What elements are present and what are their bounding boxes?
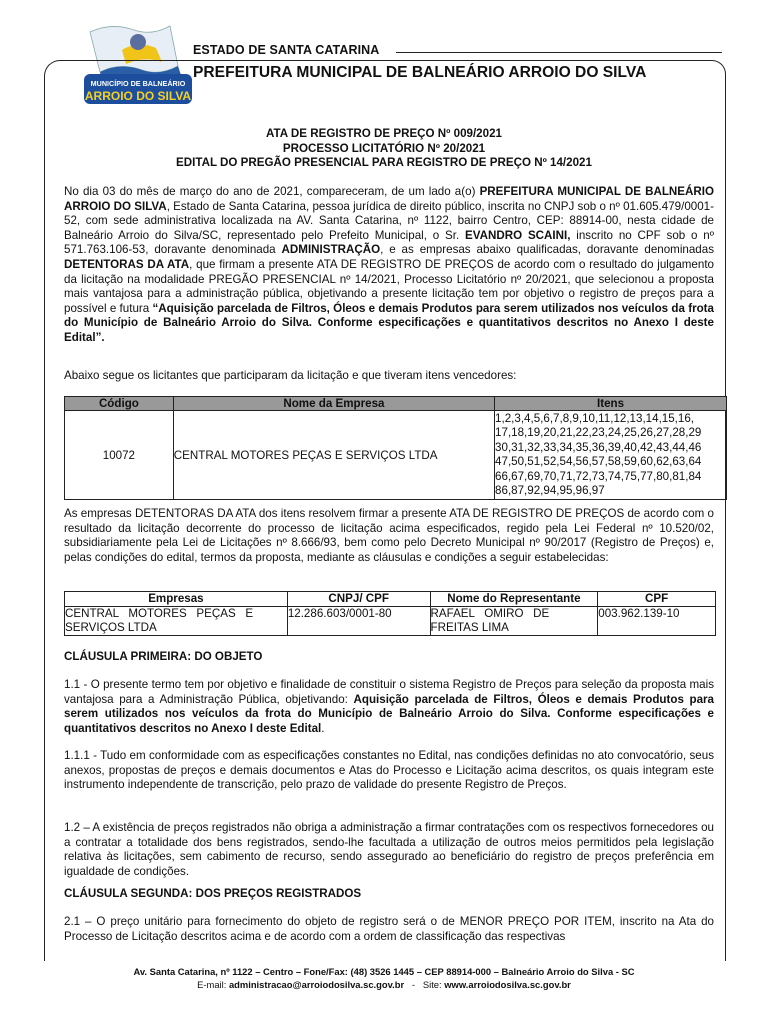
p11-text: 1.1 - O presente termo tem por objetivo e finalidade de constituir o sistema Registro de Preços para seleção da proposta mais vantajosa para a Administração Pública, objetivando: bbox=[64, 678, 714, 706]
itens-line: 1,2,3,4,5,6,7,8,9,10,11,12,13,14,15,16, bbox=[495, 412, 695, 425]
intro-text: inscrito no CPF sob o nº 571.763.106-53, doravante denominada bbox=[64, 228, 714, 257]
cell-codigo: 10072 bbox=[65, 411, 174, 500]
header-title: PREFEITURA MUNICIPAL DE BALNEÁRIO ARROIO DO SILVA bbox=[193, 64, 650, 82]
intro-object: “Aquisição parcelada de Filtros, Óleos e demais Produtos para serem utilizados nos veículos da frota do Município de Balneário Arroio do Silva. Conforme especificações e quantitativos descritos no Anexo I deste Edital”. bbox=[64, 301, 714, 344]
intro-mayor: EVANDRO SCAINI, bbox=[465, 228, 571, 242]
document-titles bbox=[44, 127, 724, 171]
cell-empresa: CENTRAL MOTORES PEÇAS E SERVIÇOS LTDA bbox=[173, 411, 494, 500]
title-line-1: ATA DE REGISTRO DE PREÇO Nº 009/2021 bbox=[266, 127, 502, 140]
itens-line: 66,67,69,70,71,72,73,74,75,77,80,81,84 bbox=[495, 469, 702, 483]
logo-text-top: MUNICÍPIO DE BALNEÁRIO bbox=[90, 79, 186, 88]
title-line-3: EDITAL DO PREGÃO PRESENCIAL PARA REGISTRO DE PREÇO Nº 14/2021 bbox=[176, 156, 592, 169]
cell-itens bbox=[495, 411, 727, 500]
cell-empresa bbox=[65, 607, 288, 636]
footer-separator: - bbox=[404, 978, 423, 990]
paragraph-2-1: 2.1 – O preço unitário para fornecimento do objeto de registro será o de MENOR PREÇO POR ITEM, inscrito na Ata do Processo de Licitação descritos acima e de acordo com a ordem de classificação das respectivas bbox=[64, 915, 714, 943]
cell-cnpj: 12.286.603/0001-80 bbox=[287, 607, 430, 636]
header-itens: Itens bbox=[495, 397, 727, 411]
rep-line: FREITAS LIMA bbox=[430, 621, 509, 634]
itens-line: 86,87,92,94,95,96,97 bbox=[495, 484, 605, 498]
itens-line: 17,18,19,20,21,22,23,24,25,26,27,28,29 bbox=[495, 426, 702, 440]
footer-email-link[interactable]: administracao@arroiodosilva.sc.gov.br bbox=[228, 978, 405, 990]
clausula2-title: CLÁUSULA SEGUNDA: DOS PREÇOS REGISTRADOS bbox=[64, 887, 362, 900]
detentoras-paragraph: As empresas DETENTORAS DA ATA dos itens resolvem firmar a presente ATA DE REGISTRO DE PREÇOS de acordo com o resultado da licitação decorrente do processo de licitação acima especificados, regido pela Lei Federal nº 10.520/02, subsidiariamente pela Lei de Licitações nº 8.666/93, bem como pelo Decreto Municipal nº 90/2017 (Registro de Preços) e, pelas condições do edital, termos da proposta, mediante as cláusulas e condições a seguir estabelecidas: bbox=[64, 507, 714, 564]
paragraph-1-1 bbox=[64, 678, 714, 736]
cell-representante bbox=[430, 607, 598, 636]
table-row bbox=[65, 411, 727, 500]
footer-site-link[interactable]: www.arroiodosilva.sc.gov.br bbox=[444, 978, 571, 990]
intro-text: , Estado de Santa Catarina, pessoa jurídica de direito público, inscrita no CNPJ sob o nº 01.605.479/0001-52, com sede administrativa localizada na AV. Santa Catarina, nº 1122, bairro Centro, CEP: 88914-00, nesta cidade de Balneário Arroio do Silva/SC, representado pelo Prefeito Municipal, o Sr. bbox=[64, 199, 714, 242]
intro-text: No dia 03 do mês de março do ano de 2021, compareceram, de um lado a(o) bbox=[64, 185, 480, 198]
bidders-intro: Abaixo segue os licitantes que participaram da licitação e que tiveram itens vencedores: bbox=[64, 369, 517, 382]
header-cpf: CPF bbox=[598, 592, 716, 607]
empresa-line: SERVIÇOS LTDA bbox=[65, 621, 157, 634]
paragraph-1-2: 1.2 – A existência de preços registrados não obriga a administração a firmar contratações com os respectivos fornecedores ou a contratar a totalidade dos bens registrados, sendo-lhe facultada a utilização de outros meios permitidos pela legislação relativa às licitações, sem cabimento de recurso, sendo assegurado ao beneficiário do registro de preços preferência em igualdade de condições. bbox=[64, 821, 714, 878]
companies-table bbox=[64, 591, 716, 636]
intro-paragraph bbox=[64, 185, 714, 346]
header-state: ESTADO DE SANTA CATARINA bbox=[193, 43, 380, 57]
page-footer bbox=[44, 966, 724, 992]
clausula1-title: CLÁUSULA PRIMEIRA: DO OBJETO bbox=[64, 650, 263, 663]
title-line-2: PROCESSO LICITATÓRIO Nº 20/2021 bbox=[282, 141, 486, 155]
empresa-line: CENTRAL MOTORES PEÇAS E bbox=[65, 607, 254, 620]
footer-contacts bbox=[44, 979, 724, 992]
header-cnpj: CNPJ/ CPF bbox=[287, 592, 430, 607]
logo-text-bottom: ARROIO DO SILVA bbox=[84, 89, 192, 103]
header-empresa: Nome da Empresa bbox=[173, 397, 494, 411]
header-representante: Nome do Representante bbox=[430, 592, 598, 607]
footer-site-label: Site: bbox=[422, 978, 445, 990]
p11-end: . bbox=[321, 721, 325, 735]
rep-line: RAFAEL OMIRO DE bbox=[430, 607, 550, 620]
paragraph-1-1-1: 1.1.1 - Tudo em conformidade com as especificações constantes no Edital, nas condições definidas no ato convocatório, seus anexos, propostas de preços e demais documentos e Atas do Processo e Licitação acima descritos, os quais integram este instrumento independente de transcrição, pelo prazo de validade do presente Registro de Preços. bbox=[64, 749, 714, 792]
footer-address: Av. Santa Catarina, nº 1122 – Centro – Fone/Fax: (48) 3526 1445 – CEP 88914-000 – Balneário Arroio do Silva - SC bbox=[133, 966, 635, 977]
intro-administracao: ADMINISTRAÇÃO bbox=[281, 243, 381, 257]
intro-entity: PREFEITURA MUNICIPAL DE BALNEÁRIO ARROIO DO SILVA bbox=[64, 185, 715, 213]
cell-cpf: 003.962.139-10 bbox=[598, 607, 716, 636]
bidders-table bbox=[64, 396, 727, 500]
p11-object: Aquisição parcelada de Filtros, Óleos e demais Produtos para serem utilizados nos veículos da frota do Município de Balneário Arroio do Silva. Conforme especificações e quantitativos descritos no Anexo I deste Edital bbox=[64, 692, 714, 735]
intro-detentoras: DETENTORAS DA ATA bbox=[64, 257, 190, 271]
footer-email-label: E-mail: bbox=[197, 978, 229, 990]
itens-line: 47,50,51,52,54,56,57,58,59,60,62,63,64 bbox=[495, 455, 702, 469]
intro-text: , e as empresas abaixo qualificadas, doravante denominadas bbox=[380, 243, 715, 257]
itens-line: 30,31,32,33,34,35,36,39,40,42,43,44,46 bbox=[495, 440, 702, 454]
intro-text: , que firmam a presente ATA DE REGISTRO DE PREÇOS de acordo com o resultado do julgamento da licitação na modalidade PREGÃO PRESENCIAL nº 14/2021, Processo Licitatório nº 20/2021, que selecionou a proposta mais vantajosa para a administração pública, objetivando a presente licitação tem por objetivo o registro de preços para a possível e futura bbox=[64, 257, 714, 315]
header-codigo: Código bbox=[65, 397, 174, 411]
header-rule bbox=[396, 52, 722, 53]
header-empresas: Empresas bbox=[65, 592, 288, 607]
table-row bbox=[65, 607, 716, 636]
